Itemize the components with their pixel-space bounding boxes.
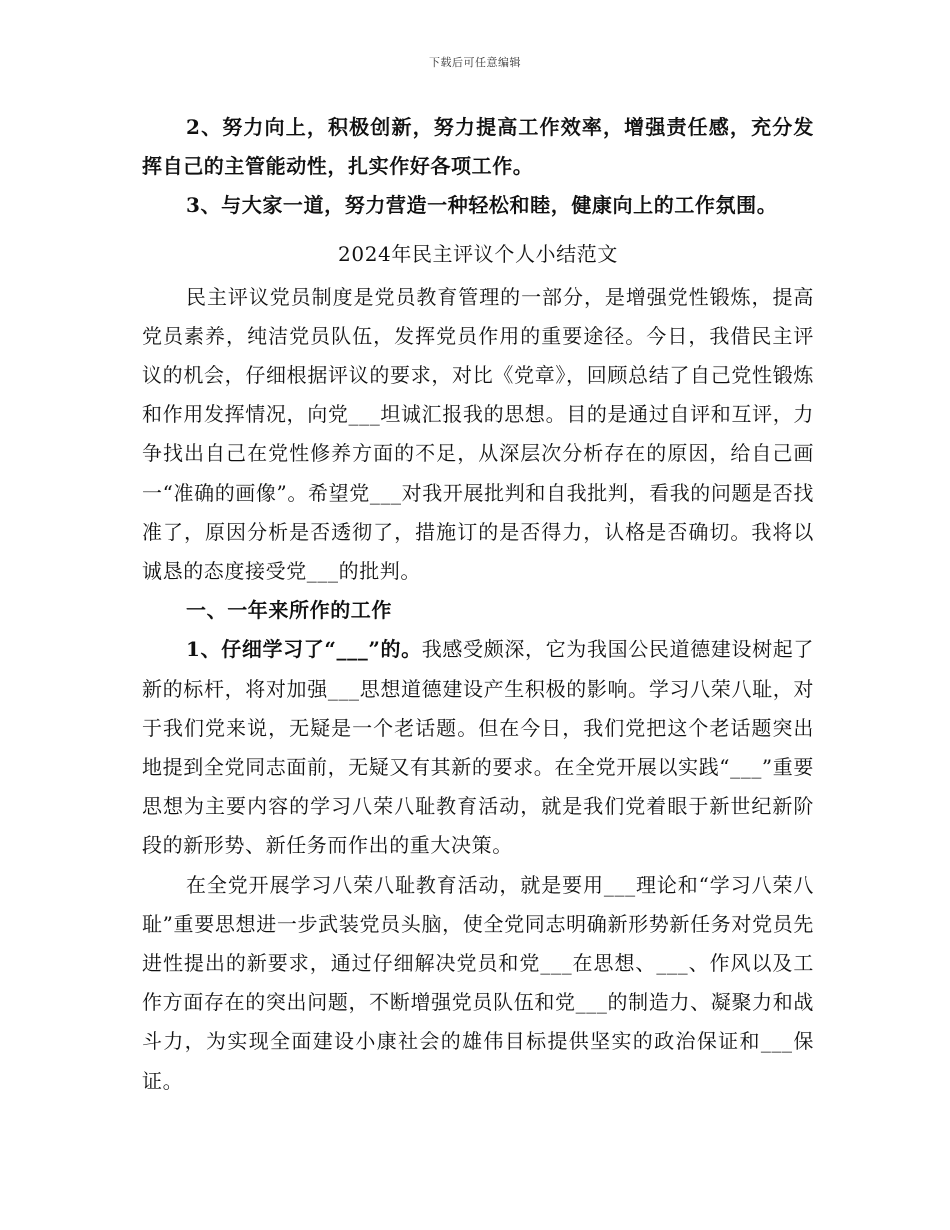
list-item-3: 3、与大家一道，努力营造一种轻松和睦，健康向上的工作氛围。 [186, 193, 778, 218]
intro-paragraph: 民主评议党员制度是党员教育管理的一部分，是增强党性锻炼，提高党员素养，纯洁党员队伍，发挥党员作用的重要途径。今日，我借民主评议的机会，仔细根据评议的要求，对比《党章》，回顾总结了自己党性锻炼和作用发挥情况，向党___坦诚汇报我的思想。目的是通过自评和互评，力争找出自己在党性修养方面的不足，从深层次分析存在的原因，给自己画一“准确的画像”。希望党___对我开展批判和自我批判，看我的问题是否找准了，原因分析是否透彻了，措施订的是否得力，认格是否确切。我将以诚恳的态度接受党___的批判。 [142, 284, 814, 584]
point-1-paragraph [142, 630, 814, 865]
section-heading: 一、一年来所作的工作 [186, 598, 392, 623]
header-note: 下载后可任意编辑 [429, 56, 521, 69]
paragraph-2: 在全党开展学习八荣八耻教育活动，就是要用___理论和“学习八荣八耻”重要思想进一步武装党员头脑，使全党同志明确新形势新任务对党员先进性提出的新要求，通过仔细解决党员和党___在思想、___、作风以及工作方面存在的突出问题，不断增强党员队伍和党___的制造力、凝聚力和战斗力，为实现全面建设小康社会的雄伟目标提供坚实的政治保证和___保证。 [142, 872, 814, 1093]
document-title: 2024年民主评议个人小结范文 [338, 241, 618, 266]
document-body [142, 108, 814, 1101]
list-item-2: 2、努力向上，积极创新，努力提高工作效率，增强责任感，充分发挥自己的主管能动性，扎实作好各项工作。 [142, 115, 814, 179]
point-1-text: 我感受颇深，它为我国公民道德建设树起了新的标杆，将对加强___思想道德建设产生积极的影响。学习八荣八耻，对于我们党来说，无疑是一个老话题。但在今日，我们党把这个老话题突出地提到全党同志面前，无疑又有其新的要求。在全党开展以实践“___”重要思想为主要内容的学习八荣八耻教育活动，就是我们党着眼于新世纪新阶段的新形势、新任务而作出的重大决策。 [142, 637, 814, 858]
point-1-lead: 1、仔细学习了“___”的。 [186, 637, 422, 662]
